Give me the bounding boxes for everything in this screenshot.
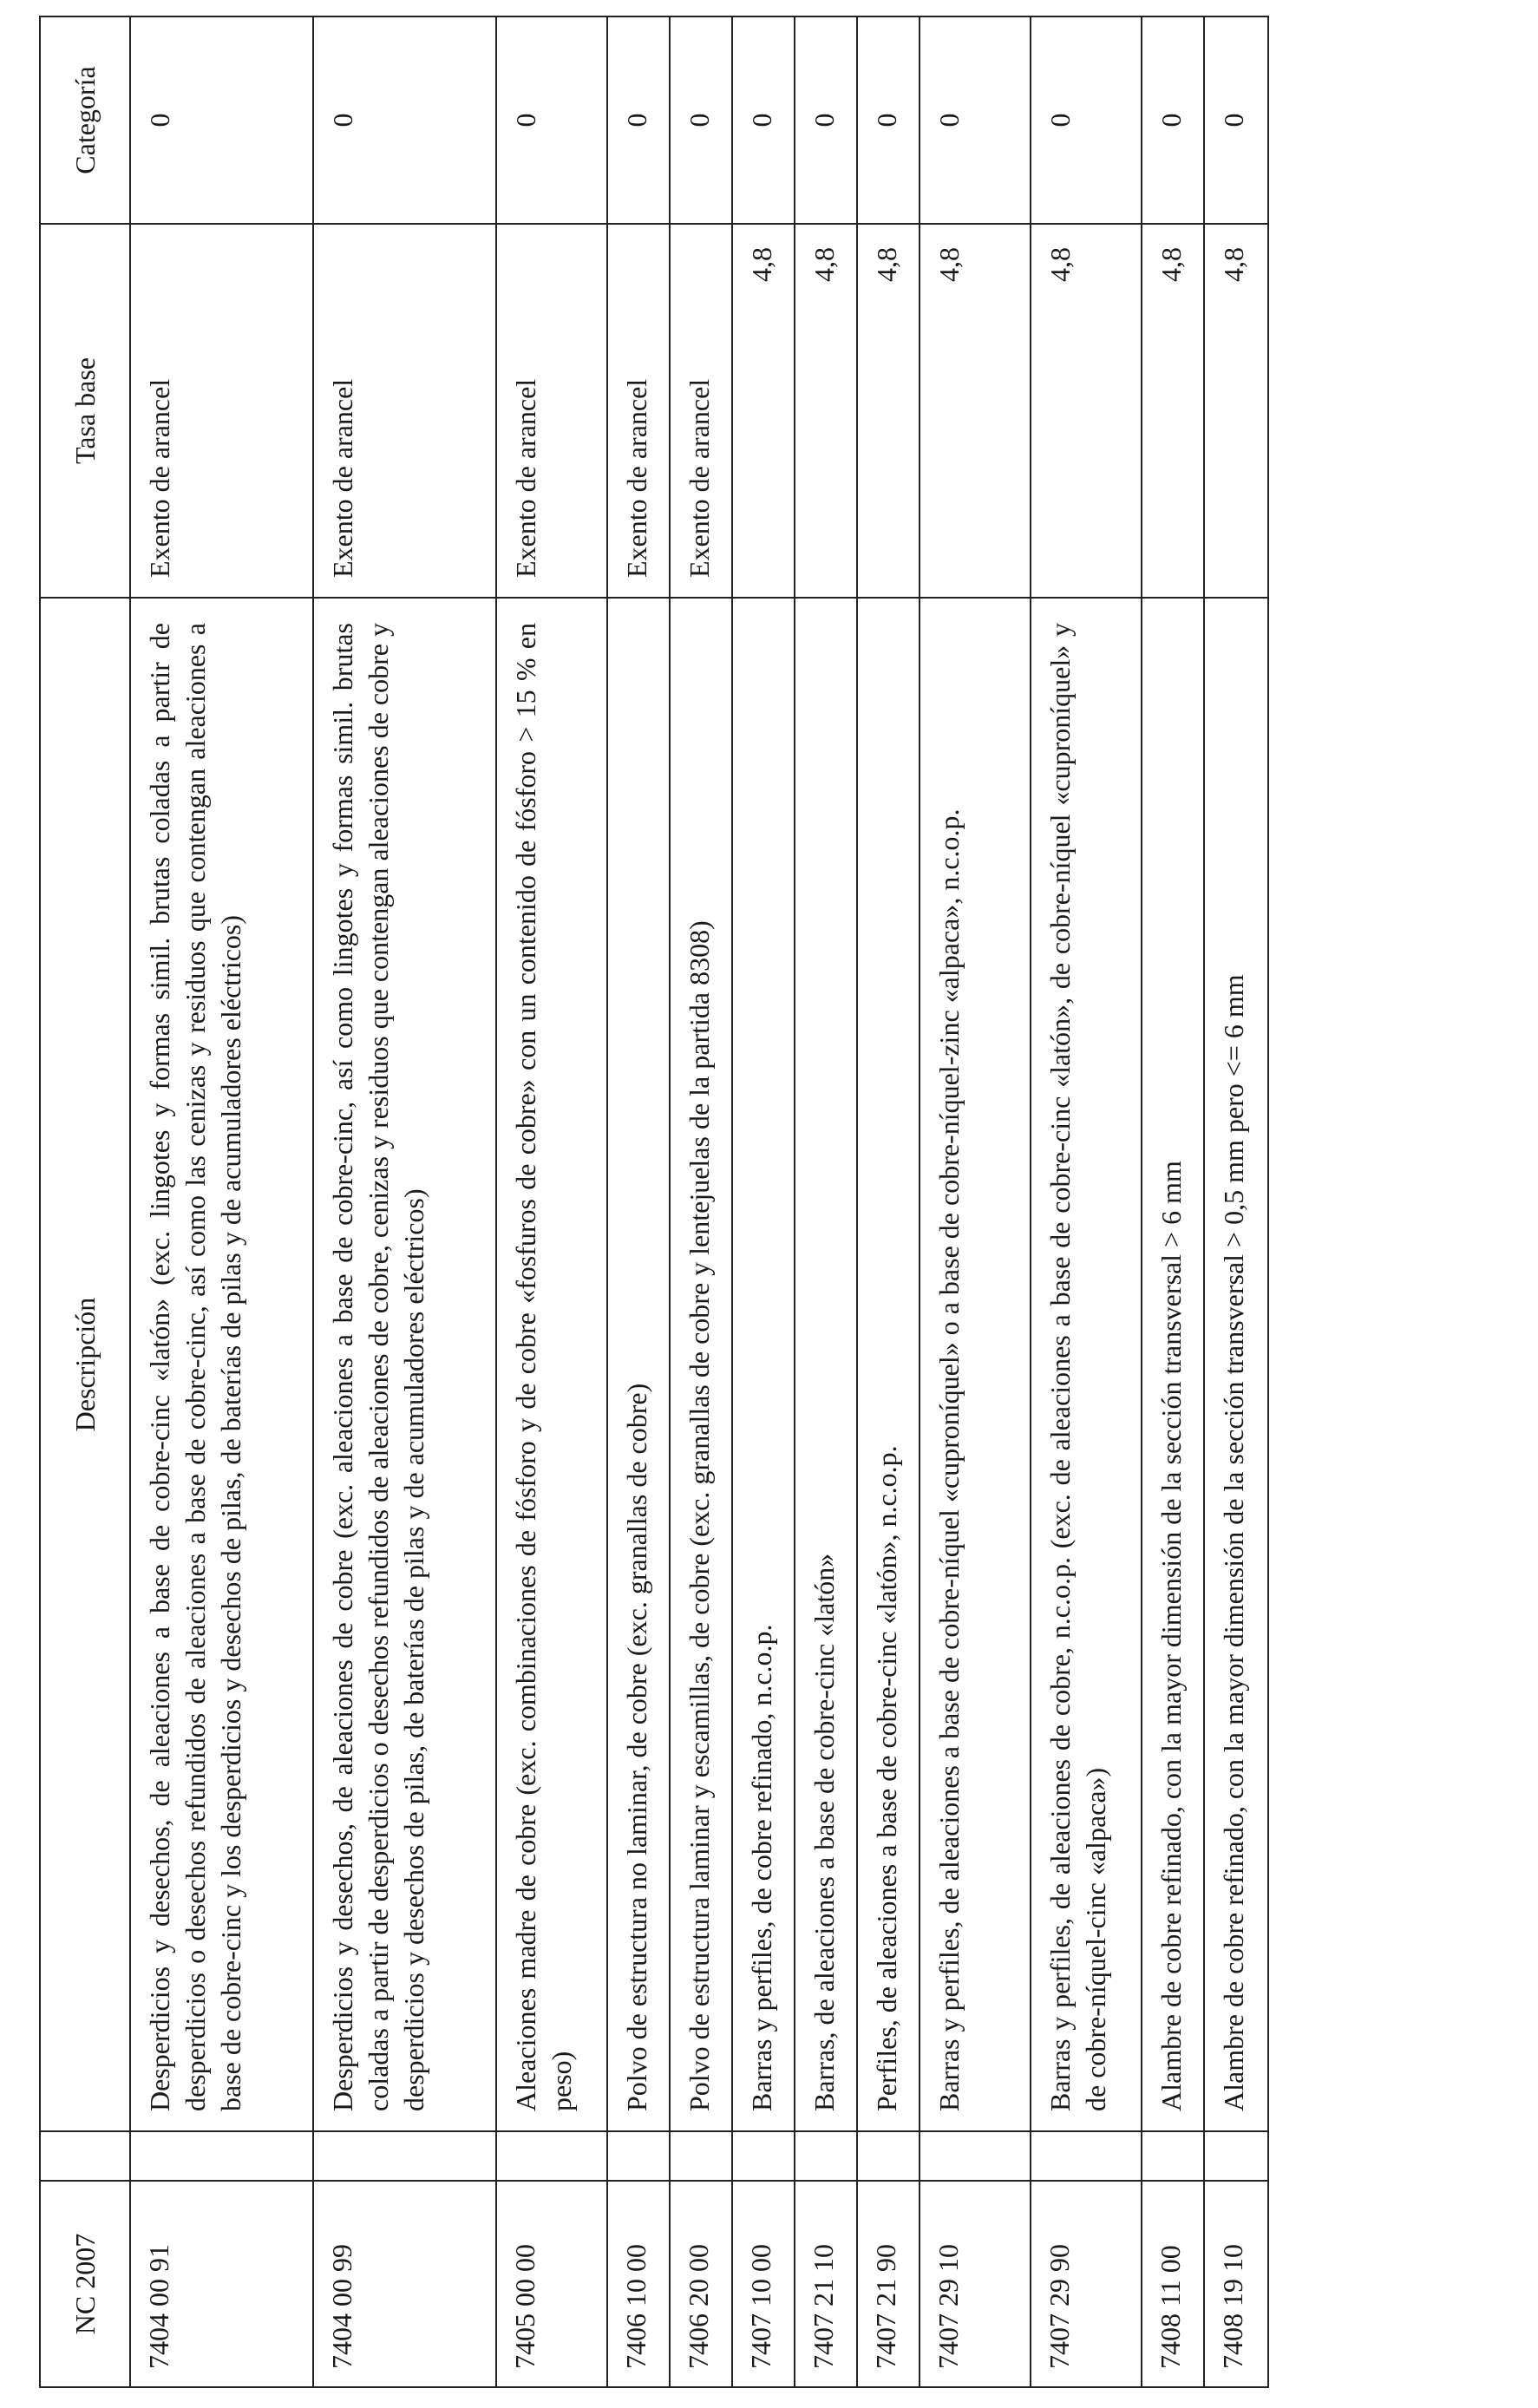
- nc-code-cell: 7407 21 10: [795, 2181, 857, 2387]
- table-row: [607, 16, 670, 2387]
- header-row: [40, 16, 130, 2387]
- description-cell: Barras y perfiles, de aleaciones de cobre, n.c.o.p. (exc. de aleaciones a base de cobre-cinc «latón», de cobre-níquel «cuproníquel» y de cobre-níquel-cinc «alpaca»): [1031, 598, 1142, 2131]
- table-body: [130, 16, 1268, 2387]
- nc-code-cell: 7404 00 91: [130, 2181, 313, 2387]
- blank-cell: [1142, 2131, 1204, 2181]
- blank-cell: [670, 2131, 732, 2181]
- category-cell: 0: [1031, 16, 1142, 224]
- blank-cell: [130, 2131, 313, 2181]
- tariff-table: [39, 16, 1269, 2388]
- description-cell: Barras, de aleaciones a base de cobre-cinc «latón»: [795, 598, 857, 2131]
- blank-cell: [313, 2131, 496, 2181]
- nc-code-cell: 7404 00 99: [313, 2181, 496, 2387]
- table-row: [857, 16, 920, 2387]
- header-base-rate: Tasa base: [40, 224, 130, 598]
- description-cell: Aleaciones madre de cobre (exc. combinaciones de fósforo y de cobre «fosfuros de cobre» con un contenido de fósforo > 15 % en peso): [496, 598, 607, 2131]
- category-cell: 0: [732, 16, 795, 224]
- category-cell: 0: [1204, 16, 1268, 224]
- nc-code-cell: 7408 19 10: [1204, 2181, 1268, 2387]
- base-rate-cell: Exento de arancel: [130, 224, 313, 598]
- nc-code-cell: 7407 10 00: [732, 2181, 795, 2387]
- header-category: Categoría: [40, 16, 130, 224]
- blank-cell: [1204, 2131, 1268, 2181]
- header-nc: NC 2007: [40, 2181, 130, 2387]
- category-cell: 0: [607, 16, 670, 224]
- base-rate-cell: 4,8: [920, 224, 1031, 598]
- blank-cell: [607, 2131, 670, 2181]
- header-description: Descripción: [40, 598, 130, 2131]
- description-cell: Alambre de cobre refinado, con la mayor dimensión de la sección transversal > 6 mm: [1142, 598, 1204, 2131]
- category-cell: 0: [670, 16, 732, 224]
- blank-cell: [1031, 2131, 1142, 2181]
- base-rate-cell: 4,8: [1031, 224, 1142, 598]
- category-cell: 0: [920, 16, 1031, 224]
- table-row: [732, 16, 795, 2387]
- description-cell: Alambre de cobre refinado, con la mayor dimensión de la sección transversal > 0,5 mm pero <= 6 mm: [1204, 598, 1268, 2131]
- description-cell: Perfiles, de aleaciones a base de cobre-cinc «latón», n.c.o.p.: [857, 598, 920, 2131]
- description-cell: Desperdicios y desechos, de aleaciones a base de cobre-cinc «latón» (exc. lingotes y formas simil. brutas coladas a partir de desperdicios o desechos refundidos de aleaciones a base de cobre-cinc, así como las cenizas y residuos que contengan aleaciones a base de cobre-cinc y los desperdicios y desechos de pilas, de baterías de pilas y de acumuladores eléctricos): [130, 598, 313, 2131]
- table-row: [1031, 16, 1142, 2387]
- base-rate-cell: 4,8: [1204, 224, 1268, 598]
- blank-cell: [732, 2131, 795, 2181]
- table-row: [313, 16, 496, 2387]
- nc-code-cell: 7406 20 00: [670, 2181, 732, 2387]
- description-cell: Polvo de estructura laminar y escamillas, de cobre (exc. granallas de cobre y lentejuelas de la partida 8308): [670, 598, 732, 2131]
- nc-code-cell: 7407 29 10: [920, 2181, 1031, 2387]
- blank-cell: [795, 2131, 857, 2181]
- table-row: [920, 16, 1031, 2387]
- blank-cell: [496, 2131, 607, 2181]
- description-cell: Desperdicios y desechos, de aleaciones de cobre (exc. aleaciones a base de cobre-cinc, así como lingotes y formas simil. brutas coladas a partir de desperdicios o desechos refundidos de aleaciones de cobre, cenizas y residuos que contengan aleaciones de cobre y desperdicios y desechos de pilas, de baterías de pilas y de acumuladores eléctricos): [313, 598, 496, 2131]
- base-rate-cell: 4,8: [795, 224, 857, 598]
- category-cell: 0: [857, 16, 920, 224]
- table-row: [670, 16, 732, 2387]
- description-cell: Barras y perfiles, de cobre refinado, n.c.o.p.: [732, 598, 795, 2131]
- nc-code-cell: 7407 21 90: [857, 2181, 920, 2387]
- nc-code-cell: 7405 00 00: [496, 2181, 607, 2387]
- nc-code-cell: 7407 29 90: [1031, 2181, 1142, 2387]
- category-cell: 0: [1142, 16, 1204, 224]
- header-blank: [40, 2131, 130, 2181]
- blank-cell: [857, 2131, 920, 2181]
- base-rate-cell: 4,8: [1142, 224, 1204, 598]
- category-cell: 0: [313, 16, 496, 224]
- base-rate-cell: Exento de arancel: [607, 224, 670, 598]
- base-rate-cell: 4,8: [857, 224, 920, 598]
- base-rate-cell: Exento de arancel: [313, 224, 496, 598]
- nc-code-cell: 7408 11 00: [1142, 2181, 1204, 2387]
- description-cell: Barras y perfiles, de aleaciones a base de cobre-níquel «cuproníquel» o a base de cobre-níquel-zinc «alpaca», n.c.o.p.: [920, 598, 1031, 2131]
- description-cell: Polvo de estructura no laminar, de cobre (exc. granallas de cobre): [607, 598, 670, 2131]
- category-cell: 0: [130, 16, 313, 224]
- blank-cell: [920, 2131, 1031, 2181]
- nc-code-cell: 7406 10 00: [607, 2181, 670, 2387]
- rotated-table-container: [39, 17, 1249, 2388]
- table-row: [795, 16, 857, 2387]
- category-cell: 0: [795, 16, 857, 224]
- base-rate-cell: 4,8: [732, 224, 795, 598]
- category-cell: 0: [496, 16, 607, 224]
- table-row: [1142, 16, 1204, 2387]
- table-row: [496, 16, 607, 2387]
- base-rate-cell: Exento de arancel: [496, 224, 607, 598]
- base-rate-cell: Exento de arancel: [670, 224, 732, 598]
- table-row: [130, 16, 313, 2387]
- table-row: [1204, 16, 1268, 2387]
